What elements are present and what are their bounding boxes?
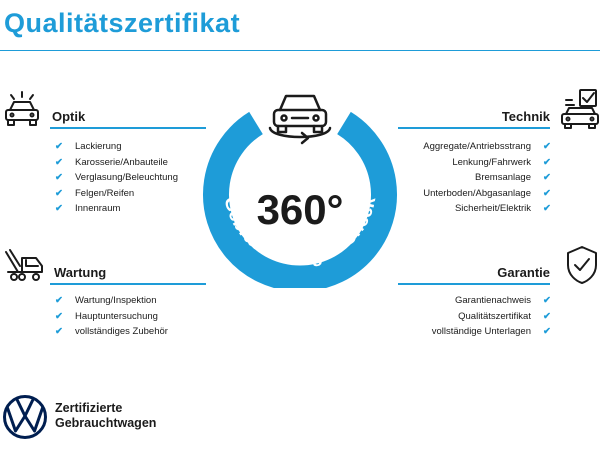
- list-item: Garantienachweis ✔: [432, 293, 551, 309]
- check-icon: ✔: [543, 172, 551, 183]
- check-icon: ✔: [55, 310, 63, 322]
- car-checklist-icon: [560, 88, 600, 130]
- badge-arc-text: Gebrauchtwagen-Check: [219, 194, 381, 270]
- check-icon: ✔: [55, 295, 63, 306]
- section-title-technik: Technik: [501, 109, 550, 124]
- check-icon: ✔: [55, 141, 63, 152]
- list-item: Lenkung/Fahrwerk ✔: [423, 155, 551, 171]
- wartung-list: [55, 293, 168, 340]
- list-item: ✔ Wartung/Inspektion: [55, 293, 168, 309]
- optik-list: [55, 139, 178, 217]
- section-title-garantie: Garantie: [497, 265, 550, 280]
- brand-name: [55, 401, 156, 431]
- check-icon: ✔: [55, 187, 63, 199]
- wartung-divider: [50, 283, 206, 285]
- check-icon: ✔: [543, 310, 551, 322]
- badge-degrees: 360°: [256, 186, 344, 233]
- car-rotate-icon: [264, 90, 336, 146]
- garantie-divider: [398, 283, 550, 285]
- list-item: Qualitätszertifikat ✔: [432, 309, 551, 325]
- check-icon: ✔: [543, 203, 551, 214]
- check-icon: ✔: [543, 326, 551, 337]
- check-icon: ✔: [55, 326, 63, 337]
- section-title-wartung: Wartung: [54, 265, 107, 280]
- list-item: Aggregate/Antriebsstrang ✔: [423, 139, 551, 155]
- list-item: Sicherheit/Elektrik ✔: [423, 201, 551, 217]
- title-divider: [0, 50, 600, 51]
- list-item: ✔ vollständiges Zubehör: [55, 324, 168, 340]
- car-front-lights-icon: [2, 90, 42, 128]
- list-item: ✔ Hauptuntersuchung: [55, 309, 168, 325]
- section-title-optik: Optik: [52, 109, 86, 124]
- technik-divider: [398, 127, 550, 129]
- list-item: ✔ Verglasung/Beleuchtung: [55, 170, 178, 186]
- list-item: Bremsanlage ✔: [423, 170, 551, 186]
- tow-truck-icon: [2, 246, 46, 284]
- vw-logo-icon: [2, 394, 48, 440]
- page-title: Qualitätszertifikat: [4, 8, 241, 38]
- list-item: ✔ Karosserie/Anbauteile: [55, 155, 178, 171]
- technik-list: [423, 139, 551, 217]
- check-icon: ✔: [55, 203, 63, 214]
- check-icon: ✔: [543, 187, 551, 199]
- optik-divider: [50, 127, 206, 129]
- check-icon: ✔: [543, 156, 551, 168]
- shield-check-icon: [566, 245, 598, 285]
- list-item: ✔ Innenraum: [55, 201, 178, 217]
- list-item: vollständige Unterlagen ✔: [432, 324, 551, 340]
- garantie-list: [432, 293, 551, 340]
- check-icon: ✔: [543, 141, 551, 152]
- list-item: ✔ Felgen/Reifen: [55, 186, 178, 202]
- check-icon: ✔: [543, 295, 551, 306]
- brand-line-2: Gebrauchtwagen: [55, 416, 157, 430]
- check-icon: ✔: [55, 172, 63, 183]
- list-item: ✔ Lackierung: [55, 139, 178, 155]
- list-item: Unterboden/Abgasanlage ✔: [423, 186, 551, 202]
- check-icon: ✔: [55, 156, 63, 168]
- brand-line-1: Zertifizierte: [55, 401, 123, 415]
